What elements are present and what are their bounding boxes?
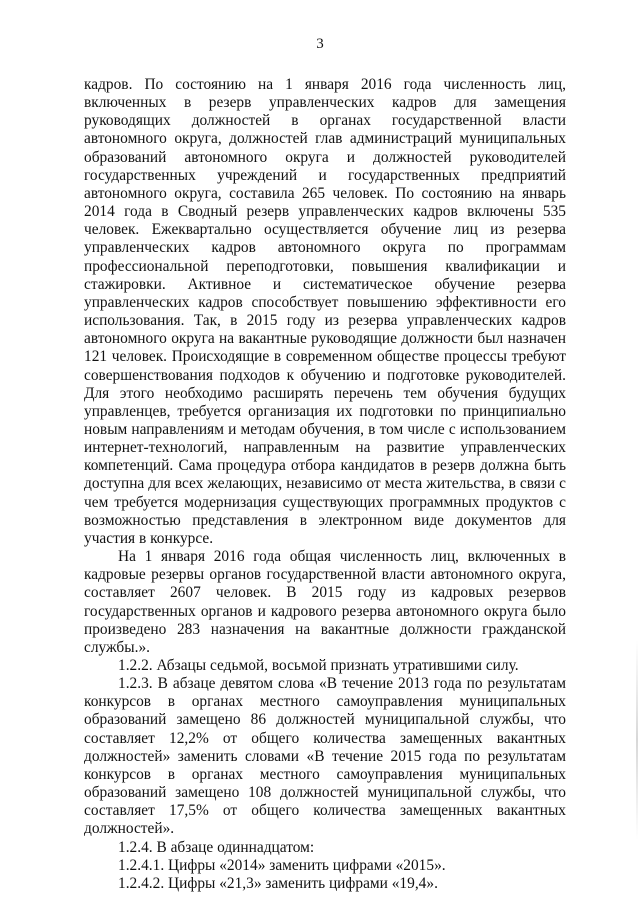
paragraph-amendment-1-2-4: 1.2.4. В абзаце одиннадцатом:: [118, 838, 315, 856]
paragraph-amendment-1-2-2: 1.2.2. Абзацы седьмой, восьмой признать утратившими силу.: [118, 657, 519, 674]
scan-edge-shadow: [636, 640, 638, 840]
paragraph-amendment-1-2-4-1: 1.2.4.1. Цифры «2014» заменить цифрами «2015».: [118, 856, 446, 874]
document-body: [84, 76, 566, 893]
paragraph-reserve-total: На 1 января 2016 года общая численность лиц, включенных в кадровые резервы органов государственной власти автономного округа, составляет 2607 человек. В 2015 году из кадровых резервов государственных органов и кадрового резерва автономного округа было произведено 283 назначения на вакантные должности гражданской службы.».: [84, 548, 566, 656]
paragraph-amendment-1-2-4-2: 1.2.4.2. Цифры «21,3» заменить цифрами «19,4».: [118, 874, 438, 892]
paragraph-amendment-1-2-3: 1.2.3. В абзаце девятом слова «В течение 2013 года по результатам конкурсов в органах местного самоуправления муниципальных образований замещено 86 должностей муниципальной службы, что составляет 12,2% от общего количества замещенных вакантных должностей» заменить словами «В течение 2015 года по результатам конкурсов в органах местного самоуправления муниципальных образований замещено 108 должностей муниципальной службы, что составляет 17,5% от общего количества замещенных вакантных должностей».: [84, 675, 566, 838]
paragraph-reserve-overview: кадров. По состоянию на 1 января 2016 года численность лиц, включенных в резерв управленческих кадров для замещения руководящих должностей в органах государственной власти автономного округа, должностей глав администраций муниципальных образований автономного округа и должностей руководителей государственных учреждений и государственных предприятий автономного округа, составила 265 человек. По состоянию на январь 2014 года в Сводный резерв управленческих кадров включены 535 человек. Ежеквартально осуществляется обучение лиц из резерва управленческих кадров автономного округа по программам профессиональной переподготовки, повышения квалификации и стажировки. Активное и систематическое обучение резерва управленческих кадров способствует повышению эффективности его использования. Так, в 2015 году из резерва управленческих кадров автономного округа на вакантные руководящие должности был назначен 121 человек. Происходящие в современном обществе процессы требуют совершенствования подходов к обучению и подготовке руководителей. Для этого необходимо расширять перечень тем обучения будущих управленцев, требуется организация их подготовки по принципиально новым направлениям и методам обучения, в том числе с использованием интернет-технологий, направленным на развитие управленческих компетенций. Сама процедура отбора кандидатов в резерв должна быть доступна для всех желающих, независимо от места жительства, в связи с чем требуется модернизация существующих программных продуктов с возможностью представления в электронном виде документов для участия в конкурсе.: [84, 76, 566, 547]
page-number: 3: [316, 36, 324, 52]
